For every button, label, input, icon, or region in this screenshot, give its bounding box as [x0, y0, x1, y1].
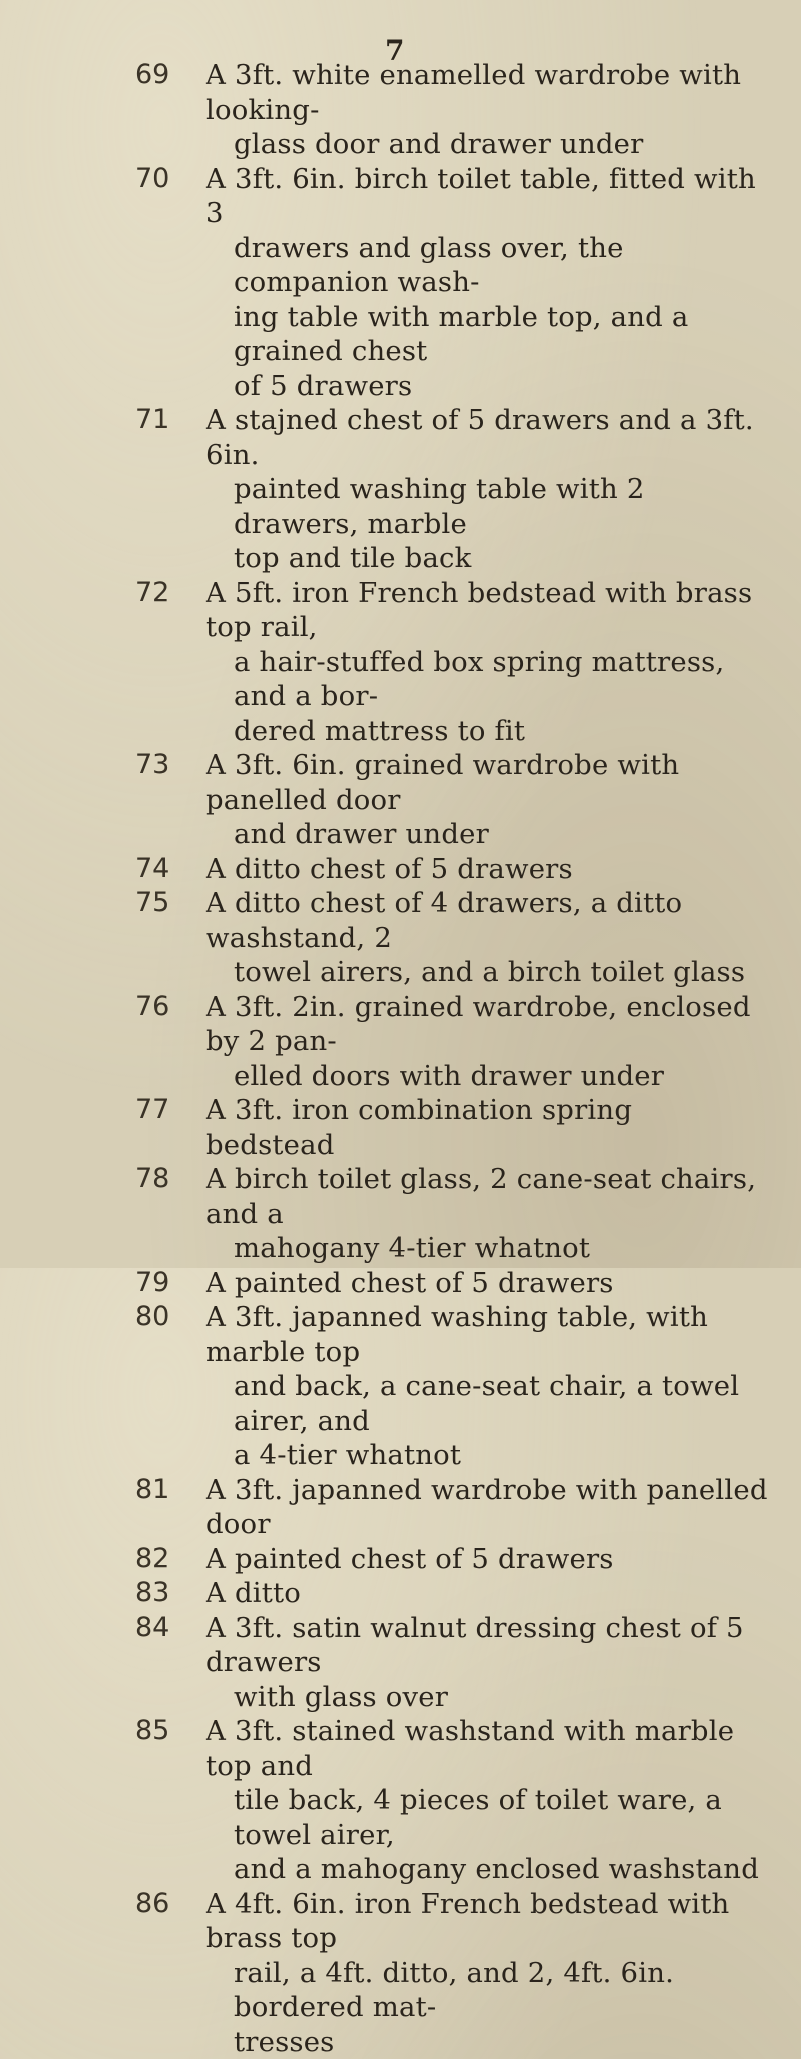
- lot-number: 85: [0, 1714, 178, 1748]
- page-number: 7: [385, 34, 404, 67]
- lot-entry: [0, 852, 801, 887]
- lot-description: [178, 1887, 768, 2059]
- lot-entry: [0, 1473, 801, 1542]
- lot-description-line: a 4-tier whatnot: [206, 1438, 768, 1473]
- lot-description: [178, 886, 768, 990]
- lot-description: [178, 576, 768, 749]
- lot-description: [178, 990, 768, 1094]
- lot-number: 71: [0, 403, 178, 437]
- lot-description-line: A ditto chest of 4 drawers, a ditto washstand, 2: [206, 887, 682, 954]
- lot-description-line: ing table with marble top, and a grained chest: [206, 300, 768, 369]
- lot-description-line: glass door and drawer under: [206, 127, 768, 162]
- lot-entry: [0, 58, 801, 162]
- lot-description-line: A 4ft. 6in. iron French bedstead with brass top: [206, 1888, 729, 1955]
- lot-entry: [0, 1300, 801, 1473]
- lot-description-line: A 3ft. japanned washing table, with marble top: [206, 1301, 708, 1368]
- lot-number: 73: [0, 748, 178, 782]
- lot-description-line: of 5 drawers: [206, 369, 768, 404]
- lot-entry: [0, 990, 801, 1094]
- lot-description-line: A 3ft. 6in. grained wardrobe with panelled door: [206, 749, 679, 816]
- lot-entry: [0, 886, 801, 990]
- lot-description: [178, 1093, 768, 1162]
- lot-number: 75: [0, 886, 178, 920]
- lot-list: [0, 58, 801, 2059]
- lot-description-line: with glass over: [206, 1680, 768, 1715]
- lot-description-line: A 3ft. 6in. birch toilet table, fitted with 3: [206, 163, 756, 230]
- lot-description: [178, 1714, 768, 1887]
- lot-entry: [0, 1714, 801, 1887]
- lot-description: [178, 58, 768, 162]
- lot-number: 70: [0, 162, 178, 196]
- lot-entry: [0, 1093, 801, 1162]
- lot-description-line: A ditto chest of 5 drawers: [206, 853, 573, 885]
- lot-description-line: A 3ft. 2in. grained wardrobe, enclosed by 2 pan-: [206, 991, 751, 1058]
- lot-description: [178, 162, 768, 404]
- lot-entry: [0, 1576, 801, 1611]
- lot-description-line: A 3ft. iron combination spring bedstead: [206, 1094, 632, 1161]
- lot-description-line: A ditto: [206, 1577, 301, 1609]
- lot-number: 74: [0, 852, 178, 886]
- lot-description-line: drawers and glass over, the companion wash-: [206, 231, 768, 300]
- lot-entry: [0, 576, 801, 749]
- lot-description-line: dered mattress to fit: [206, 714, 768, 749]
- lot-description-line: A birch toilet glass, 2 cane-seat chairs, and a: [206, 1163, 756, 1230]
- lot-number: 82: [0, 1542, 178, 1576]
- lot-description: [178, 1162, 768, 1266]
- lot-description: [178, 1473, 768, 1542]
- lot-number: 72: [0, 576, 178, 610]
- lot-description-line: tile back, 4 pieces of toilet ware, a towel airer,: [206, 1783, 768, 1852]
- lot-description: [178, 852, 768, 887]
- lot-entry: [0, 1162, 801, 1266]
- lot-entry: [0, 1611, 801, 1715]
- lot-description: [178, 1576, 768, 1611]
- lot-entry: [0, 403, 801, 576]
- lot-description-line: a hair-stuffed box spring mattress, and a bor-: [206, 645, 768, 714]
- lot-description-line: A 3ft. japanned wardrobe with panelled door: [206, 1474, 768, 1541]
- lot-description-line: A 3ft. white enamelled wardrobe with looking-: [206, 59, 741, 126]
- lot-description-line: elled doors with drawer under: [206, 1059, 768, 1094]
- lot-description-line: rail, a 4ft. ditto, and 2, 4ft. 6in. bordered mat-: [206, 1956, 768, 2025]
- lot-number: 84: [0, 1611, 178, 1645]
- lot-description: [178, 1542, 768, 1577]
- lot-number: 81: [0, 1473, 178, 1507]
- lot-description-line: mahogany 4-tier whatnot: [206, 1231, 768, 1266]
- lot-description-line: A 5ft. iron French bedstead with brass top rail,: [206, 577, 752, 644]
- lot-description: [178, 1266, 768, 1301]
- lot-description-line: A 3ft. stained washstand with marble top and: [206, 1715, 734, 1782]
- lot-description-line: tresses: [206, 2025, 768, 2059]
- lot-number: 80: [0, 1300, 178, 1334]
- lot-number: 76: [0, 990, 178, 1024]
- lot-description: [178, 748, 768, 852]
- lot-number: 78: [0, 1162, 178, 1196]
- lot-number: 83: [0, 1576, 178, 1610]
- lot-description-line: top and tile back: [206, 541, 768, 576]
- lot-description: [178, 1300, 768, 1473]
- lot-description-line: A 3ft. satin walnut dressing chest of 5 drawers: [206, 1612, 744, 1679]
- lot-description: [178, 403, 768, 576]
- lot-entry: [0, 1266, 801, 1301]
- lot-number: 77: [0, 1093, 178, 1127]
- lot-number: 69: [0, 58, 178, 92]
- lot-entry: [0, 748, 801, 852]
- lot-description-line: and drawer under: [206, 817, 768, 852]
- lot-entry: [0, 162, 801, 404]
- lot-description-line: and back, a cane-seat chair, a towel airer, and: [206, 1369, 768, 1438]
- lot-description-line: towel airers, and a birch toilet glass: [206, 955, 768, 990]
- lot-description-line: A stajned chest of 5 drawers and a 3ft. 6in.: [206, 404, 754, 471]
- lot-number: 86: [0, 1887, 178, 1921]
- lot-description-line: and a mahogany enclosed washstand: [206, 1852, 768, 1887]
- lot-description-line: painted washing table with 2 drawers, marble: [206, 472, 768, 541]
- lot-entry: [0, 1542, 801, 1577]
- lot-entry: [0, 1887, 801, 2059]
- lot-description: [178, 1611, 768, 1715]
- lot-description-line: A painted chest of 5 drawers: [206, 1267, 614, 1299]
- lot-number: 79: [0, 1266, 178, 1300]
- lot-description-line: A painted chest of 5 drawers: [206, 1543, 614, 1575]
